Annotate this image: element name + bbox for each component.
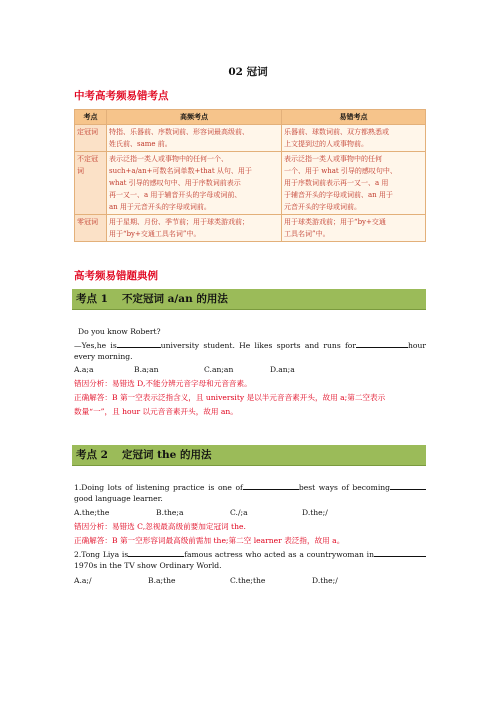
- error-analysis: 错因分析：易错选 C,忽视最高级前要加定冠词 the.: [74, 522, 246, 531]
- question-prompt: Do you know Robert?: [78, 327, 161, 336]
- cell-line: an 用于元音开头的字母或词前。: [109, 203, 211, 211]
- table-cell-topic: 不定冠词: [75, 152, 107, 215]
- cell-line: such+a/an+可数名词单数+that 从句、用于: [109, 167, 252, 175]
- option: B.a;the: [148, 576, 176, 585]
- section-heading-examples: 高考频易错题典例: [74, 270, 158, 282]
- option: C.an;an: [204, 365, 234, 374]
- question-text: [74, 549, 426, 571]
- question-text: [74, 482, 426, 504]
- table-row: [75, 152, 426, 215]
- table-header-row: [75, 110, 426, 125]
- question-segment: famous actress who acted as a countrywoman in: [184, 550, 374, 559]
- key-point-banner-1: [72, 289, 426, 310]
- question-segment: university student. He likes sports and runs for: [160, 341, 357, 350]
- cell-line: 一个、用于 what 引导的感叹句中、: [284, 167, 397, 175]
- question-segment: 1.Doing lots of listening practice is one of: [74, 483, 243, 492]
- answer-blank: [390, 482, 426, 490]
- answer-blank: [243, 482, 299, 490]
- table-cell-topic: 定冠词: [75, 125, 107, 152]
- table-cell-error: [282, 152, 426, 215]
- question-text: [74, 340, 426, 362]
- option: D.an;a: [270, 365, 295, 374]
- option: B.a;an: [134, 365, 159, 374]
- section-heading-frequent-errors: 中考高考频易错考点: [74, 90, 169, 102]
- table-cell-frequent: [107, 125, 282, 152]
- question-segment: 2.Tong Liya is: [74, 550, 129, 559]
- question-segment: hour every morning.: [74, 341, 426, 361]
- cell-line: 上文提到过的人或事物前。: [284, 140, 368, 148]
- table-cell-frequent: [107, 215, 282, 242]
- table-row: [75, 215, 426, 242]
- answer-blank: [374, 549, 426, 557]
- cell-line: 用于序数词前表示再一又一、a 用: [284, 179, 389, 187]
- option: A.a;/: [74, 576, 92, 585]
- option: C.the;the: [230, 576, 266, 585]
- cell-line: 表示泛指一类人或事物中的任何: [284, 155, 382, 163]
- table-header-cell: 易错考点: [282, 110, 426, 125]
- cell-line: 特指、乐器前、序数词前、形容词最高级前、: [109, 128, 249, 136]
- table-cell-error: [282, 215, 426, 242]
- cell-line: 用于球类游戏前；用于“by+交通: [284, 218, 386, 226]
- cell-line: 工具名词”中。: [284, 230, 330, 238]
- option: D.the;/: [302, 508, 328, 517]
- answer-blank: [128, 549, 184, 557]
- answer-blank: [117, 340, 161, 348]
- cell-line: 于辅音开头的字母或词前、an 用于: [284, 191, 393, 199]
- key-point-number: 考点 1: [76, 293, 108, 305]
- error-analysis: 错因分析：易错选 D,不能分辨元音字母和元音音素。: [74, 379, 252, 388]
- option: A.a;a: [74, 365, 94, 374]
- key-point-banner-2: [72, 445, 426, 466]
- cell-line: 用于“by+交通工具名词”中。: [109, 230, 201, 238]
- cell-line: 用于星期、月份、季节前；用于球类游戏前；: [109, 218, 249, 226]
- table-row: [75, 125, 426, 152]
- correct-answer: 正确解答：B 第一空表示泛指含义，且 university 是以半元音音素开头，故用 a;第二空表示: [74, 393, 386, 402]
- table-header-cell: 高频考点: [107, 110, 282, 125]
- comparison-table: [74, 109, 426, 242]
- table-header-cell: 考点: [75, 110, 107, 125]
- key-point-name: 不定冠词 a/an 的用法: [121, 293, 228, 305]
- question-segment: —Yes,he is: [74, 341, 117, 350]
- page-title: 02 冠词: [228, 66, 268, 78]
- table-cell-error: [282, 125, 426, 152]
- cell-line: 乐器前、球数词前、双方都熟悉或: [284, 128, 389, 136]
- key-point-number: 考点 2: [76, 449, 108, 461]
- correct-answer: 正确解答：B 第一空形容词最高级前需加 the;第二空 learner 表泛指，故用 a。: [74, 536, 345, 545]
- table-cell-topic: 零冠词: [75, 215, 107, 242]
- option: A.the;the: [74, 508, 110, 517]
- cell-line: what 引导的感叹句中、用于序数词前表示: [109, 179, 241, 187]
- question-segment: 1970s in the TV show Ordinary World.: [74, 561, 222, 570]
- cell-line: 元音开头的字母或词前。: [284, 203, 361, 211]
- question-segment: best ways of becoming: [298, 483, 390, 492]
- option: B.the;a: [156, 508, 184, 517]
- key-point-name: 定冠词 the 的用法: [121, 449, 212, 461]
- cell-line: 表示泛指一类人或事物中的任何一个、: [109, 155, 228, 163]
- option: C./;a: [230, 508, 248, 517]
- answer-blank: [356, 340, 408, 348]
- question-segment: good language learner.: [74, 494, 163, 503]
- cell-line: 再一又一、a 用于辅音开头的字母或词前、: [109, 191, 242, 199]
- table-cell-frequent: [107, 152, 282, 215]
- option: D.the;/: [312, 576, 338, 585]
- correct-answer-continued: 数量“一”，且 hour 以元音音素开头，故用 an。: [74, 407, 238, 416]
- cell-line: 姓氏前、same 前。: [109, 140, 172, 148]
